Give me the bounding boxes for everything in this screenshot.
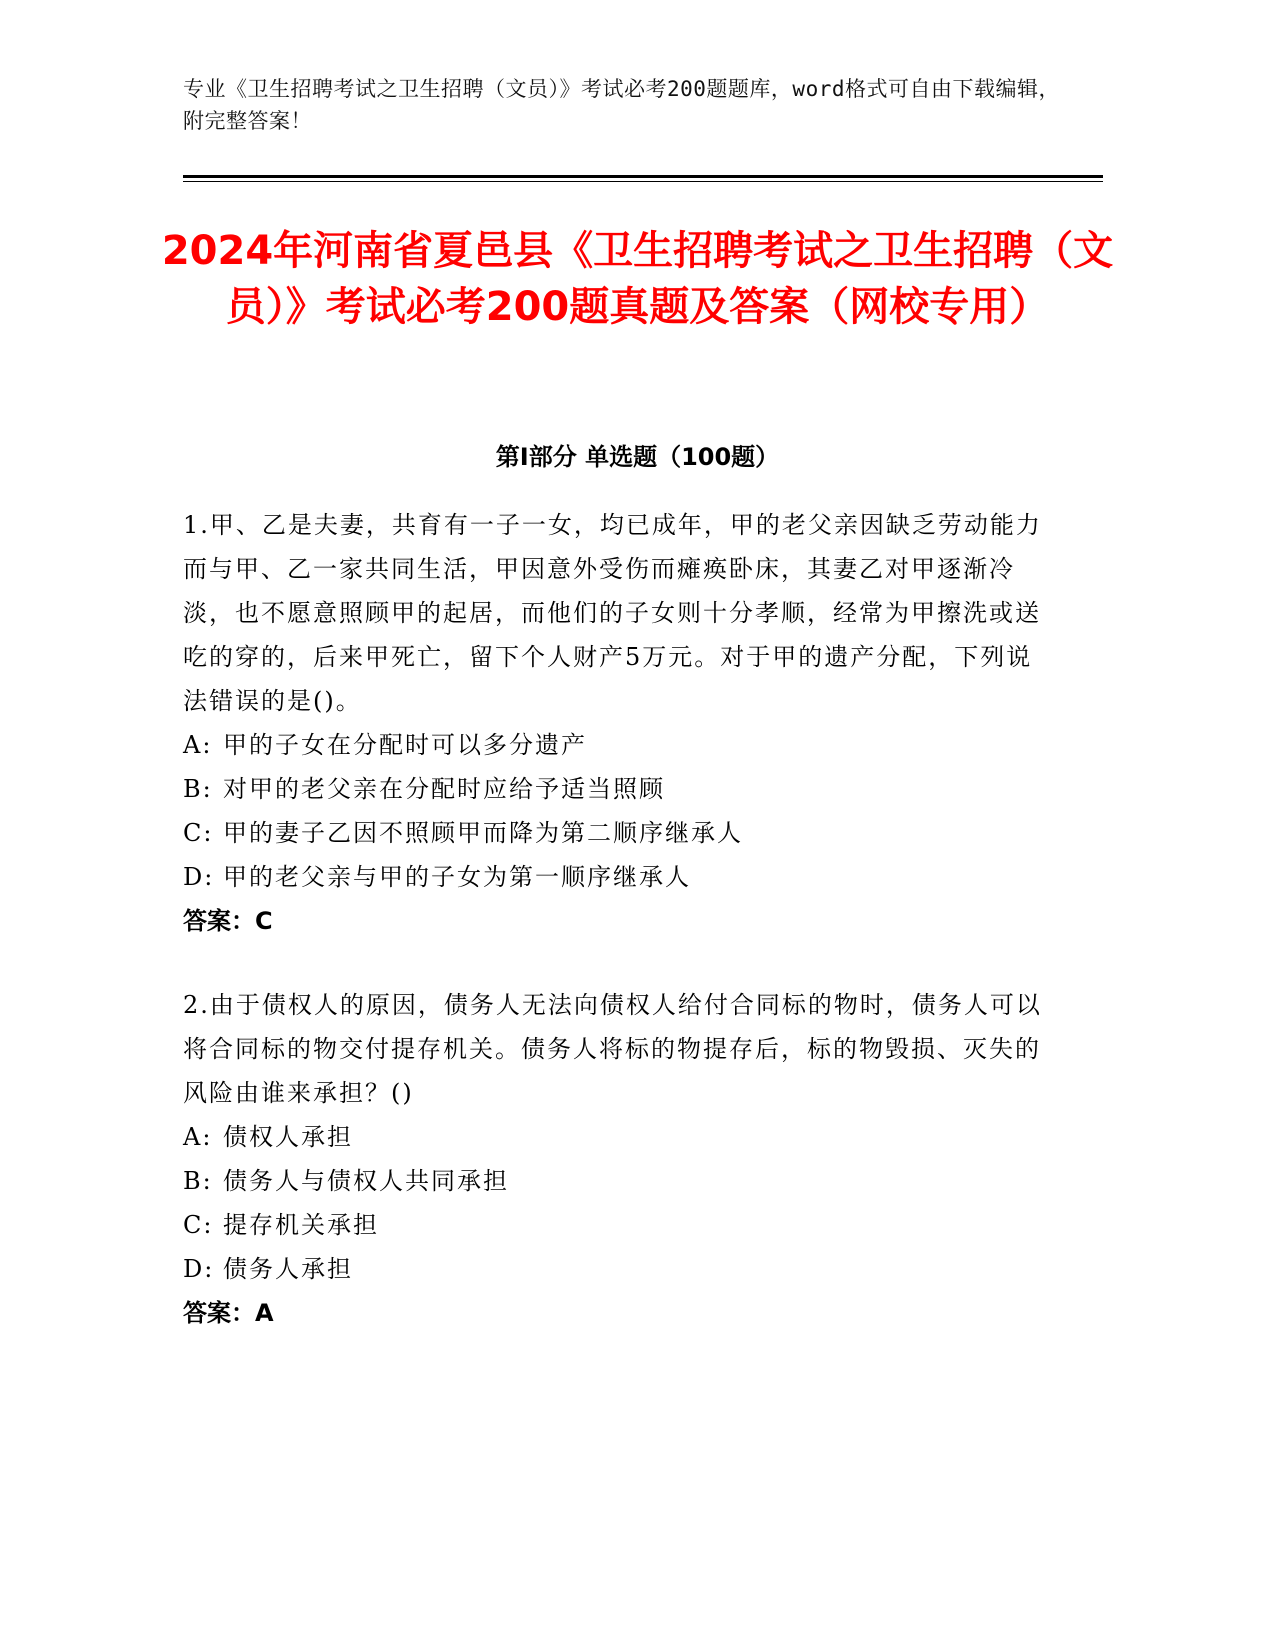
option-a [183,723,1043,767]
option-text: 对甲的老父亲在分配时应给予适当照顾 [223,775,665,803]
option-c [183,1203,1043,1247]
question-2 [183,983,1043,1335]
option-d [183,1247,1043,1291]
question-stem: 1.甲、乙是夫妻，共育有一子一女，均已成年，甲的老父亲因缺乏劳动能力而与甲、乙一家共同生活，甲因意外受伤而瘫痪卧床，其妻乙对甲逐渐冷淡，也不愿意照顾甲的起居，而他们的子女则十分孝顺，经常为甲擦洗或送吃的穿的，后来甲死亡，留下个人财产5万元。对于甲的遗产分配，下列说法错误的是()。 [183,511,1042,715]
option-letter: C: [183,819,214,847]
question-stem: 2.由于债权人的原因，债务人无法向债权人给付合同标的物时，债务人可以将合同标的物交付提存机关。债务人将标的物提存后，标的物毁损、灭失的风险由谁来承担？() [183,991,1042,1107]
option-text: 债权人承担 [223,1123,353,1151]
option-b [183,767,1043,811]
option-letter: B: [183,1167,213,1195]
header-rule-thick [183,175,1103,178]
option-letter: A: [183,731,213,759]
section-heading: 第Ⅰ部分 单选题（100题） [495,443,780,471]
option-text: 甲的子女在分配时可以多分遗产 [223,731,587,759]
header-note: 专业《卫生招聘考试之卫生招聘（文员）》考试必考200题题库，word格式可自由下载编辑，附完整答案！ [183,77,1060,133]
option-letter: A: [183,1123,213,1151]
option-letter: C: [183,1211,214,1239]
option-a [183,1115,1043,1159]
option-d [183,855,1043,899]
option-text: 提存机关承担 [223,1211,379,1239]
option-b [183,1159,1043,1203]
option-letter: D: [183,1255,215,1283]
option-letter: B: [183,775,213,803]
header-rule-thin [183,181,1103,182]
option-c [183,811,1043,855]
answer-line: 答案：A [183,1299,274,1327]
option-text: 债务人承担 [223,1255,353,1283]
document-title: 2024年河南省夏邑县《卫生招聘考试之卫生招聘（文员）》考试必考200题真题及答案（网校专用） [161,228,1114,330]
option-letter: D: [183,863,215,891]
option-text: 甲的妻子乙因不照顾甲而降为第二顺序继承人 [223,819,743,847]
answer-line: 答案：C [183,907,273,935]
option-text: 债务人与债权人共同承担 [223,1167,509,1195]
question-1 [183,503,1043,943]
option-text: 甲的老父亲与甲的子女为第一顺序继承人 [223,863,691,891]
